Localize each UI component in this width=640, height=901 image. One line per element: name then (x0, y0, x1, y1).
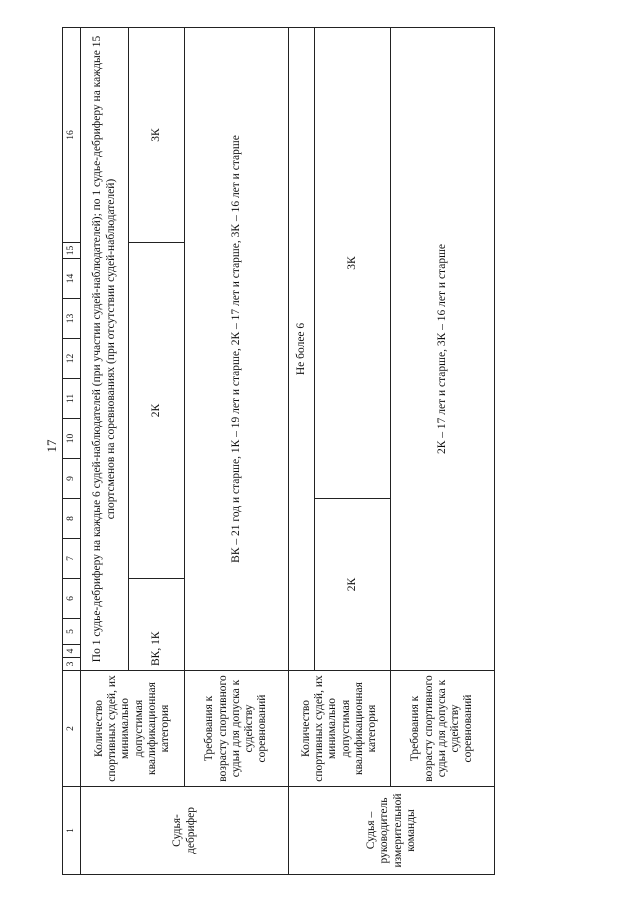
rotated-table-sheet (62, 35, 494, 875)
referee-requirements-table (62, 27, 495, 875)
col-number: 4 (63, 645, 81, 658)
col-number: 5 (63, 619, 81, 645)
column-number-row (63, 28, 81, 875)
table-row (289, 28, 315, 875)
position-cell: Судья – руководитель измерительной команды (289, 787, 495, 875)
table-row (185, 28, 289, 875)
col-number: 12 (63, 339, 81, 379)
col-number: 2 (63, 671, 81, 787)
criterion-cell: Количество спортивных судей, их минимально допустимая квалификационная категория (289, 671, 391, 787)
col-number: 1 (63, 787, 81, 875)
category-cell: 2К (315, 499, 391, 671)
col-number: 6 (63, 579, 81, 619)
age-requirement-cell: 2К – 17 лет и старше, 3К – 16 лет и старше (391, 28, 495, 671)
category-cell: 2К (129, 243, 185, 579)
col-number: 8 (63, 499, 81, 539)
col-number: 13 (63, 299, 81, 339)
criterion-cell: Требования к возрасту спортивного судьи для допуска к судейству соревнований (391, 671, 495, 787)
table-row (391, 28, 495, 875)
col-number: 9 (63, 459, 81, 499)
note-cell: По 1 судье-дебриферу на каждые 6 судей-наблюдателей (при участии судей-наблюдателей); по 1 судье-дебриферу на каждые 15 спортсменов на соревнованиях (при отсутствии судей-наблюдателей) (81, 28, 129, 671)
position-cell: Судья-дебрифер (81, 787, 289, 875)
col-number: 3 (63, 658, 81, 671)
col-number: 15 (63, 243, 81, 259)
page-number: 17 (44, 439, 59, 453)
col-number: 10 (63, 419, 81, 459)
criterion-cell: Требования к возрасту спортивного судьи для допуска к судейству соревнований (185, 671, 289, 787)
category-cell: ВК, 1К (129, 579, 185, 671)
col-number: 7 (63, 539, 81, 579)
col-number: 11 (63, 379, 81, 419)
category-cell: 3К (315, 28, 391, 499)
col-number: 14 (63, 259, 81, 299)
count-cell: Не более 6 (289, 28, 315, 671)
criterion-cell: Количество спортивных судей, их минимально допустимая квалификационная категория (81, 671, 185, 787)
table-row (81, 28, 129, 875)
col-number: 16 (63, 28, 81, 243)
age-requirement-cell: ВК – 21 год и старше, 1К – 19 лет и старше, 2К – 17 лет и старше, 3К – 16 лет и старше (185, 28, 289, 671)
category-cell: 3К (129, 28, 185, 243)
